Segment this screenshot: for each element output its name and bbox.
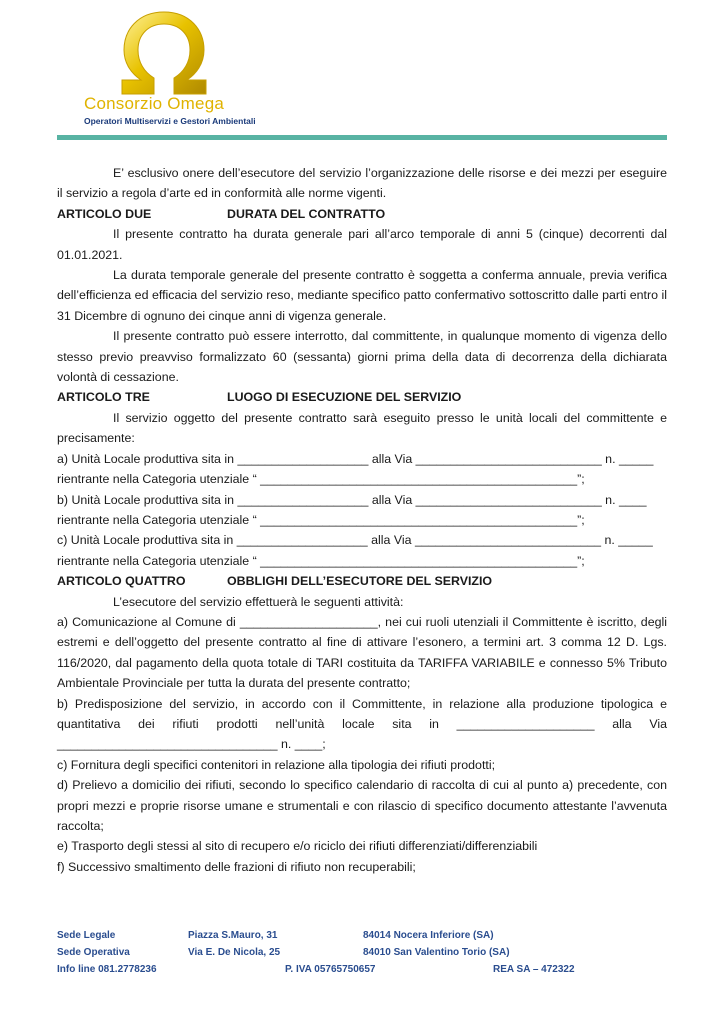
header-divider [57,135,667,140]
contract-body [57,163,667,877]
footer-label: Sede Operativa [57,947,130,958]
unit-category-line: rientrante nella Categoria utenziale “ ______________________________________________”; [57,512,585,527]
unit-category-line: rientrante nella Categoria utenziale “ ______________________________________________”; [57,472,585,487]
footer-phone: Info line 081.2778236 [57,964,157,975]
footer-row [57,947,667,964]
company-name: Consorzio Omega [84,94,225,113]
footer-address: Via E. De Nicola, 25 [188,947,281,958]
footer-label: Sede Legale [57,930,116,941]
article-title: OBBLIGHI DELL’ESECUTORE DEL SERVIZIO [227,574,493,589]
paragraph: L’esecutore del servizio effettuerà le seguenti attività: [113,594,404,609]
article-heading [57,204,667,224]
company-logo [84,8,264,126]
article-title: DURATA DEL CONTRATTO [227,206,386,221]
footer-vat: P. IVA 05765750657 [285,964,376,975]
list-item: b) Predisposizione del servizio, in accordo con il Committente, in relazione alla produzione tipologica e quantitativa dei rifiuti prodotti nell’unità locale sita in ____________________ alla Via ________________________________ n. ____; [57,696,667,752]
article-number: ARTICOLO TRE [57,390,150,405]
paragraph: Il servizio oggetto del presente contratto sarà eseguito presso le unità locali del committente e precisamente: [57,410,667,446]
article-heading [57,387,667,407]
list-item: e) Trasporto degli stessi al sito di recupero e/o riciclo dei rifiuti differenziati/differenziabili [57,839,538,854]
unit-line: a) Unità Locale produttiva sita in ___________________ alla Via ___________________________ n. _____ [57,451,654,466]
article-title: LUOGO DI ESECUZIONE DEL SERVIZIO [227,390,462,405]
paragraph: La durata temporale generale del presente contratto è soggetta a conferma annuale, previa verifica dell’efficienza ed efficacia del servizio reso, mediante specifico patto confermativo sottoscritto dalle parti entro il 31 Dicembre di ognuno dei cinque anni di vigenza generale. [57,268,667,323]
footer-rea: REA SA – 472322 [493,964,575,975]
paragraph: Il presente contratto ha durata generale pari all’arco temporale di anni 5 (cinque) decorrenti dal 01.01.2021. [57,227,667,262]
footer-address: Piazza S.Mauro, 31 [188,930,278,941]
paragraph: Il presente contratto può essere interrotto, dal committente, in qualunque momento di vigenza dello stesso previo preavviso formalizzato 60 (sessanta) giorni prima della data di decorrenza della dichiarata volontà di cessazione. [57,329,667,385]
footer-row [57,930,667,947]
unit-line: c) Unità Locale produttiva sita in ___________________ alla Via ___________________________ n. _____ [57,533,653,548]
article-number: ARTICOLO DUE [57,206,152,221]
list-item: a) Comunicazione al Comune di ____________________, nei cui ruoli utenziali il Committente è iscritto, degli estremi e dell’oggetto del presente contratto al fine di attivare l’esonero, a termini art. 3 comma 12 D. Lgs. 116/2020, dal pagamento della quota totale di TARI costituita da TARIFFA VARIABILE e connesso 5% Tributo Ambientale Provinciale per tutta la durata del presente contratto; [57,614,667,691]
omega-logo-icon [114,8,214,98]
article-heading [57,571,667,591]
footer [57,930,667,981]
footer-city: 84010 San Valentino Torio (SA) [363,947,510,958]
list-item: f) Successivo smaltimento delle frazioni di rifiuto non recuperabili; [57,859,416,874]
list-item: d) Prelievo a domicilio dei rifiuti, secondo lo specifico calendario di raccolta di cui al punto a) precedente, con propri mezzi e proprie risorse umane e strumentali e con rilascio di specifico documento attestante l’avvenuta raccolta; [57,778,667,833]
list-item: c) Fornitura degli specifici contenitori in relazione alla tipologia dei rifiuti prodotti; [57,757,496,772]
article-number: ARTICOLO QUATTRO [57,574,186,589]
footer-city: 84014 Nocera Inferiore (SA) [363,930,494,941]
company-tagline: Operatori Multiservizi e Gestori Ambientali [84,116,256,126]
footer-row [57,964,667,981]
paragraph: E’ esclusivo onere dell’esecutore del servizio l’organizzazione delle risorse e dei mezzi per eseguire il servizio a regola d’arte ed in conformità alle norme vigenti. [57,166,667,201]
unit-category-line: rientrante nella Categoria utenziale “ ______________________________________________”; [57,553,585,568]
unit-line: b) Unità Locale produttiva sita in ___________________ alla Via ___________________________ n. ____ [57,492,647,507]
